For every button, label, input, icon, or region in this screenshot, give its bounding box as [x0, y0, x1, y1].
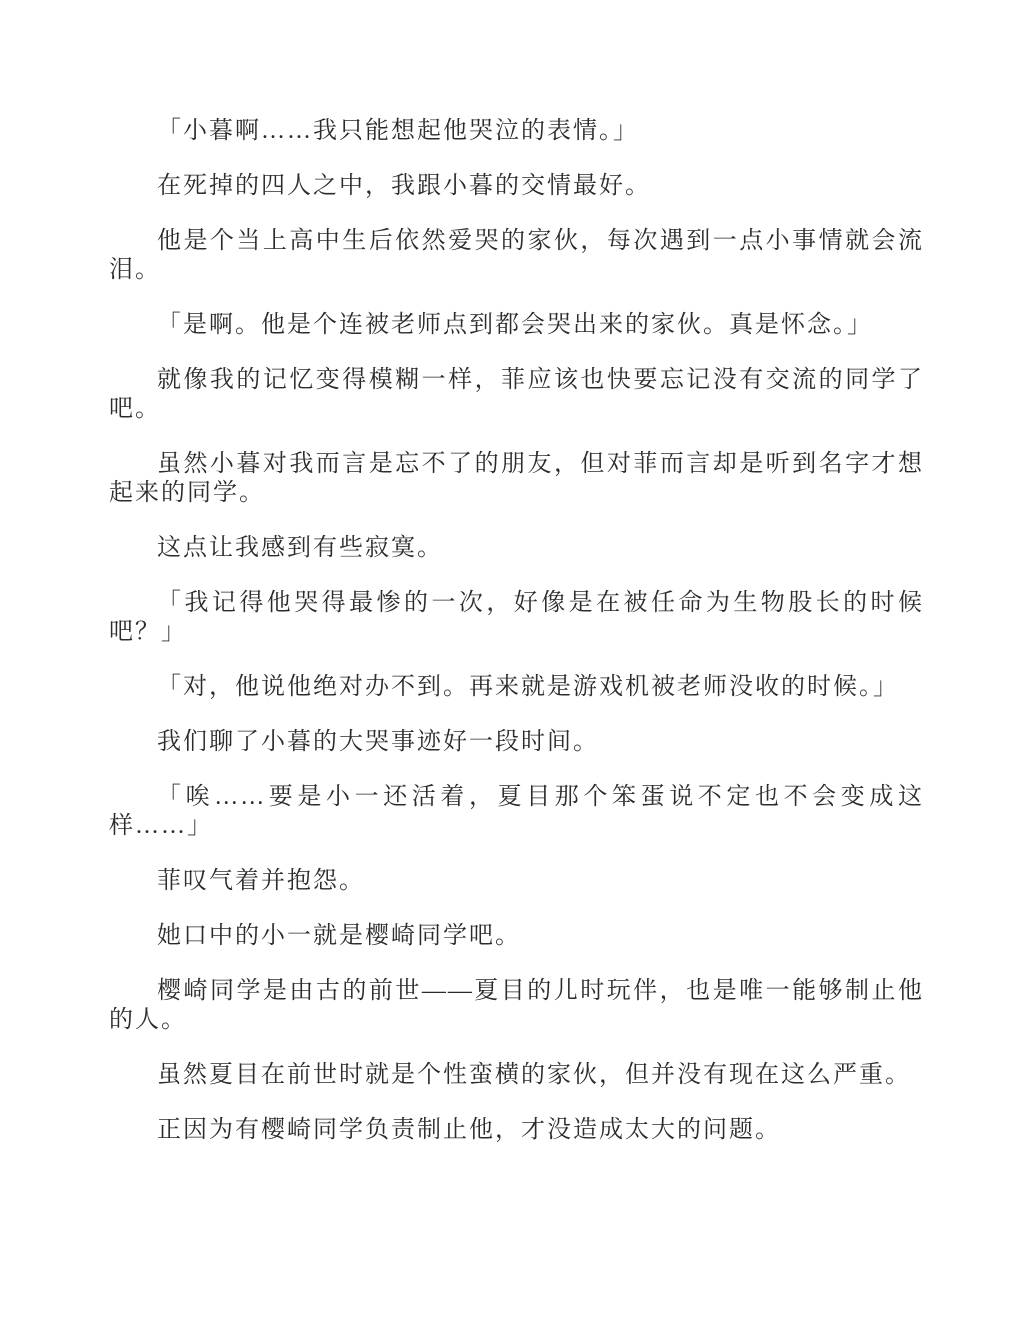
paragraph: 这点让我感到有些寂寞。	[157, 535, 443, 561]
paragraph: 樱崎同学是由古的前世——夏目的儿时玩伴，也是唯一能够制止他的人。	[109, 978, 924, 1033]
paragraph: 我们聊了小暮的大哭事迹好一段时间。	[157, 729, 599, 755]
paragraph: 「是啊。他是个连被老师点到都会哭出来的家伙。真是怀念。」	[157, 312, 873, 338]
paragraph: 「我记得他哭得最惨的一次，好像是在被任命为生物股长的时候吧？」	[109, 590, 924, 645]
paragraph: 她口中的小一就是樱崎同学吧。	[157, 923, 521, 949]
paragraph: 「小暮啊……我只能想起他哭泣的表情。」	[157, 118, 639, 144]
paragraph: 「对，他说他绝对办不到。再来就是游戏机被老师没收的时候。」	[157, 674, 899, 700]
paragraph: 就像我的记忆变得模糊一样，菲应该也快要忘记没有交流的同学了吧。	[109, 367, 924, 422]
paragraph: 「唉……要是小一还活着，夏目那个笨蛋说不定也不会变成这样……」	[109, 784, 924, 839]
paragraph: 菲叹气着并抱怨。	[157, 868, 365, 894]
paragraph: 他是个当上高中生后依然爱哭的家伙，每次遇到一点小事情就会流泪。	[109, 228, 924, 283]
paragraph: 在死掉的四人之中，我跟小暮的交情最好。	[157, 173, 651, 199]
paragraph: 虽然夏目在前世时就是个性蛮横的家伙，但并没有现在这么严重。	[157, 1062, 911, 1088]
paragraph: 正因为有樱崎同学负责制止他，才没造成太大的问题。	[157, 1117, 781, 1143]
paragraph: 虽然小暮对我而言是忘不了的朋友，但对菲而言却是听到名字才想起来的同学。	[109, 451, 924, 506]
